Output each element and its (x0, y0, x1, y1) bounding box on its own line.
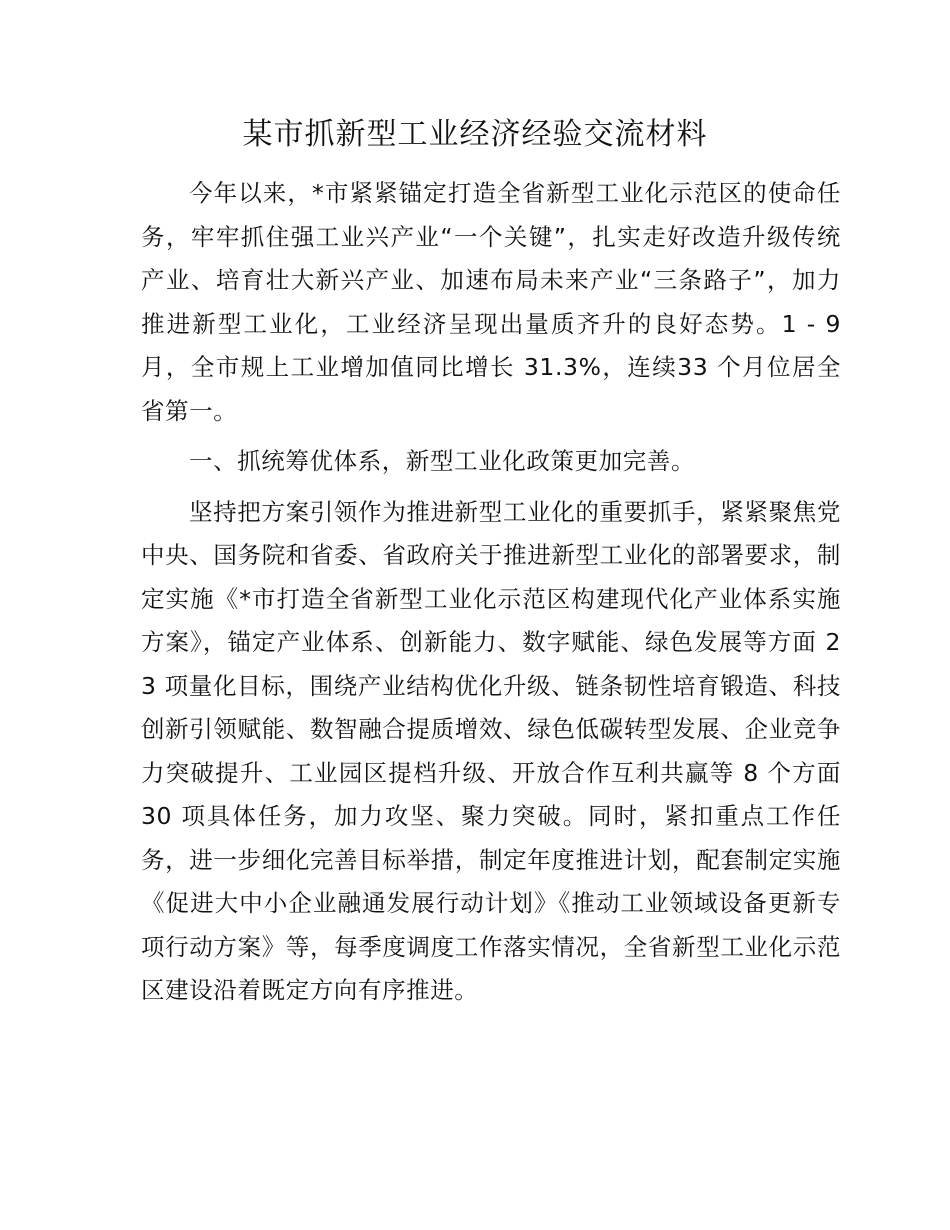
document-body (141, 172, 841, 1020)
intro-paragraph: 今年以来，*市紧紧锚定打造全省新型工业化示范区的使命任务，牢牢抓住强工业兴产业“一个关键”，扎实走好改造升级传统产业、培育壮大新兴产业、加速布局未来产业“三条路子”，加力推进新型工业化，工业经济呈现出量质齐升的良好态势。1 - 9 月，全市规上工业增加值同比增长 31.3%，连续33 个月位居全省第一。 (141, 179, 841, 425)
document-title: 某市抓新型工业经济经验交流材料 (242, 117, 708, 152)
section-paragraph: 坚持把方案引领作为推进新型工业化的重要抓手，紧紧聚焦党中央、国务院和省委、省政府关于推进新型工业化的部署要求，制定实施《*市打造全省新型工业化示范区构建现代化产业体系实施方案》，锚定产业体系、创新能力、数字赋能、绿色发展等方面 23 项量化目标，围绕产业结构优化升级、链条韧性培育锻造、科技创新引领赋能、数智融合提质增效、绿色低碳转型发展、企业竞争力突破提升、工业园区提档升级、开放合作互利共赢等 8 个方面 30 项具体任务，加力攻坚、聚力突破。同时，紧扣重点工作任务，进一步细化完善目标举措，制定年度推进计划，配套制定实施《促进大中小企业融通发展行动计划》《推动工业领域设备更新专项行动方案》等，每季度调度工作落实情况，全省新型工业化示范区建设沿着既定方向有序推进。 (141, 497, 841, 1004)
section-heading: 一、抓统筹优体系，新型工业化政策更加完善。 (189, 447, 696, 475)
